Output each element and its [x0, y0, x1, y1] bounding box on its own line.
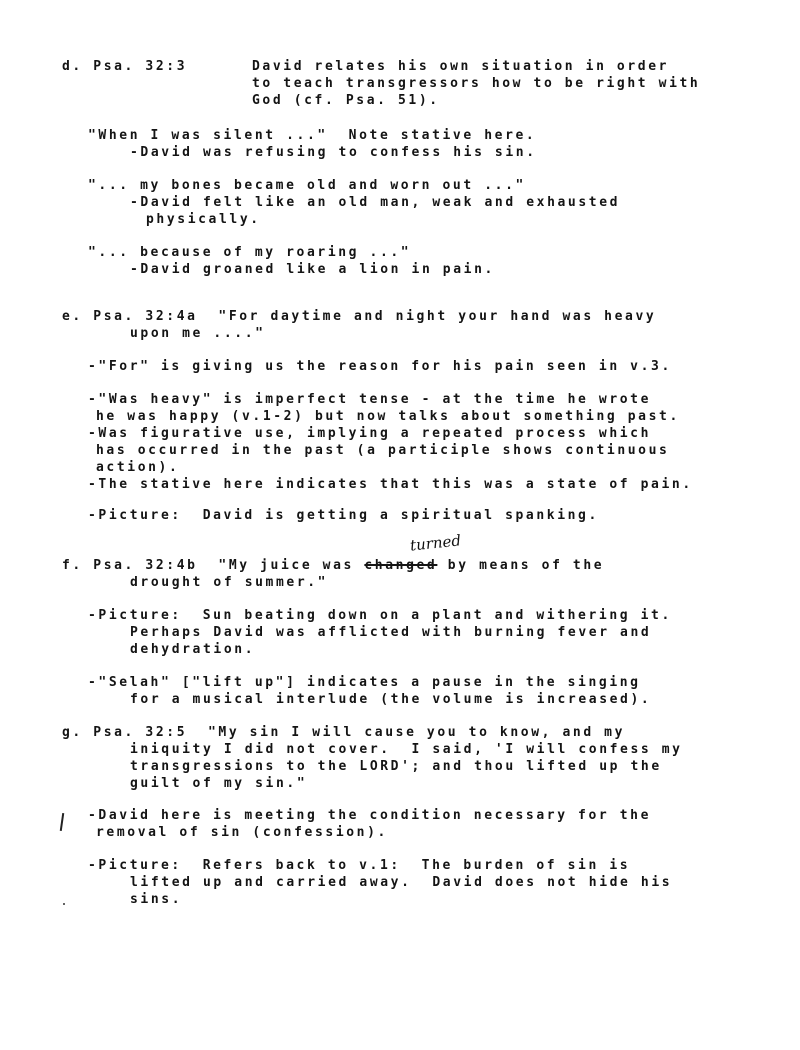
section-g-bullet-1-line-1: -David here is meeting the condition necessary for the — [88, 808, 652, 823]
section-f-bullet-1-line-2: Perhaps David was afflicted with burning fever and — [130, 625, 652, 640]
section-g-bullet-2-line-1: -Picture: Refers back to v.1: The burden of sin is — [88, 858, 631, 873]
section-g-line-4: guilt of my sin." — [130, 776, 308, 791]
section-d-line-3: God (cf. Psa. 51). — [252, 93, 440, 108]
section-d-line-2: to teach transgressors how to be right with — [252, 76, 701, 91]
section-e-line-1: e. Psa. 32:4a "For daytime and night your hand was heavy — [62, 309, 657, 324]
section-d-quote-3: "... because of my roaring ..." — [88, 245, 412, 260]
section-f-line-1 — [62, 557, 604, 574]
section-d-quote-2-note-1: -David felt like an old man, weak and exhausted — [130, 195, 621, 210]
section-d-quote-2-note-2: physically. — [146, 212, 261, 227]
section-d-reference: d. Psa. 32:3 — [62, 59, 188, 74]
section-g-bullet-2-line-2: lifted up and carried away. David does not hide his — [130, 875, 673, 890]
section-e-bullet-3-line-3: action). — [96, 460, 180, 475]
section-f-line-1-start: f. Psa. 32:4b "My juice was — [62, 558, 365, 573]
section-e-bullet-2-line-2: he was happy (v.1-2) but now talks about something past. — [96, 409, 680, 424]
section-f-bullet-2-line-2: for a musical interlude (the volume is increased). — [130, 692, 652, 707]
section-e-bullet-3-line-2: has occurred in the past (a participle shows continuous — [96, 443, 670, 458]
section-f-line-2: drought of summer." — [130, 575, 329, 590]
section-g-line-3: transgressions to the LORD'; and thou lifted up the — [130, 759, 662, 774]
handwritten-correction: turned — [409, 531, 462, 555]
section-d-line-1: David relates his own situation in order — [252, 59, 670, 74]
section-g-bullet-1-line-2: removal of sin (confession). — [96, 825, 388, 840]
section-e-line-2: upon me ...." — [130, 326, 266, 341]
section-d-quote-3-note: -David groaned like a lion in pain. — [130, 262, 495, 277]
section-f-line-1-end: by means of the — [437, 558, 605, 573]
section-g-bullet-2-line-3: sins. — [130, 892, 183, 907]
page-speck — [63, 903, 65, 905]
margin-mark — [60, 813, 64, 831]
section-g-line-2: iniquity I did not cover. I said, 'I will confess my — [130, 742, 683, 757]
section-g-line-1: g. Psa. 32:5 "My sin I will cause you to know, and my — [62, 725, 626, 740]
section-f-bullet-2-line-1: -"Selah" ["lift up"] indicates a pause in the singing — [88, 675, 641, 690]
section-e-bullet-4: -The stative here indicates that this was a state of pain. — [88, 477, 693, 492]
section-e-bullet-1: -"For" is giving us the reason for his pain seen in v.3. — [88, 359, 672, 374]
section-e-bullet-3-line-1: -Was figurative use, implying a repeated process which — [88, 426, 652, 441]
section-e-bullet-2-line-1: -"Was heavy" is imperfect tense - at the time he wrote — [88, 392, 652, 407]
section-f-bullet-1-line-3: dehydration. — [130, 642, 256, 657]
section-e-bullet-5: -Picture: David is getting a spiritual spanking. — [88, 508, 599, 523]
section-d-quote-1-note: -David was refusing to confess his sin. — [130, 145, 537, 160]
section-f-bullet-1-line-1: -Picture: Sun beating down on a plant and withering it. — [88, 608, 672, 623]
section-d-quote-2: "... my bones became old and worn out ..." — [88, 178, 526, 193]
section-d-quote-1: "When I was silent ..." Note stative here. — [88, 128, 537, 143]
struck-word: changed — [364, 558, 438, 573]
